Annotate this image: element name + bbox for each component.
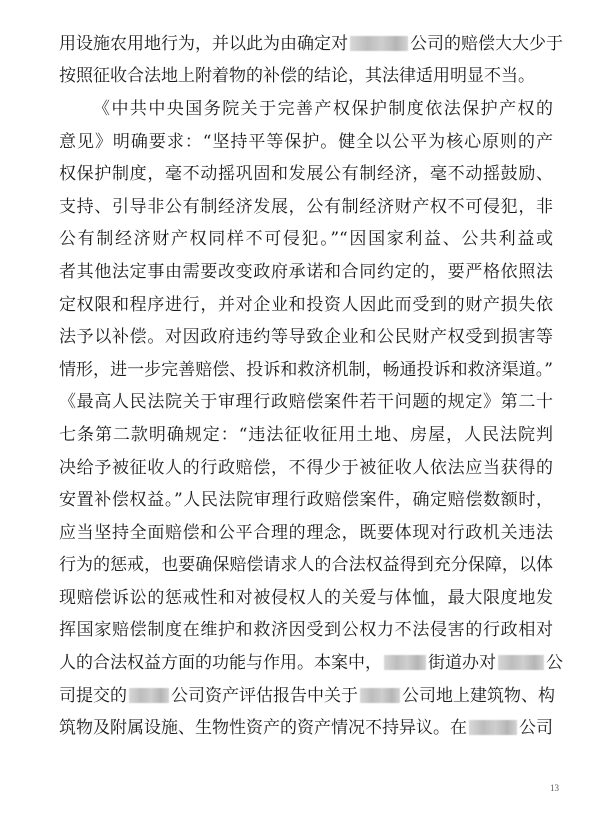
redaction-mark bbox=[469, 720, 517, 735]
text-line: 权保护制度，毫不动摇巩固和发展公有制经济，毫不动摇鼓励、 bbox=[59, 164, 553, 184]
text-line: 公有制经济财产权同样不可侵犯。”“因国家利益、公共利益或 bbox=[59, 229, 553, 249]
text-line: 决给予被征收人的行政赔偿，不得少于被征收人依法应当获得的 bbox=[59, 458, 553, 478]
text-line: 法予以补偿。对因政府违约等导致企业和公民财产权受到损害等 bbox=[59, 327, 553, 347]
text-line: 应当坚持全面赔偿和公平合理的理念，既要体现对行政机关违法 bbox=[59, 523, 553, 543]
text-line: 《中共中央国务院关于完善产权保护制度依法保护产权的 bbox=[93, 99, 553, 119]
text-line: 者其他法定事由需要改变政府承诺和合同约定的，要严格依照法 bbox=[59, 262, 553, 282]
text-line: 行为的惩戒，也要确保赔偿请求人的合法权益得到充分保障，以体 bbox=[59, 555, 553, 575]
text-line: 情形，进一步完善赔偿、投诉和救济机制，畅通投诉和救济渠道。” bbox=[59, 360, 553, 380]
redaction-mark bbox=[360, 688, 400, 703]
text-line: 七条第二款明确规定：“违法征收征用土地、房屋，人民法院判 bbox=[59, 425, 553, 445]
text-line: 筑物及附属设施、生物性资产的资产情况不持异议。在 公司 bbox=[59, 718, 553, 738]
page-number: 13 bbox=[550, 783, 559, 793]
redaction-mark bbox=[384, 655, 426, 670]
text-line: 按照征收合法地上附着物的补偿的结论，其法律适用明显不当。 bbox=[59, 66, 535, 86]
text-line: 司提交的 公司资产评估报告中关于 公司地上建筑物、构 bbox=[59, 686, 555, 706]
text-line: 现赔偿诉讼的惩戒性和对被侵权人的关爱与体恤，最大限度地发 bbox=[59, 588, 553, 608]
text-line: 意见》明确要求：“坚持平等保护。健全以公平为核心原则的产 bbox=[59, 132, 553, 152]
redaction-mark bbox=[350, 36, 408, 51]
text-line: 定权限和程序进行，并对企业和投资人因此而受到的财产损失依 bbox=[59, 295, 553, 315]
text-line: 挥国家赔偿制度在维护和救济因受到公权力不法侵害的行政相对 bbox=[59, 620, 553, 640]
text-line: 《最高人民法院关于审理行政赔偿案件若干问题的规定》第二十 bbox=[59, 392, 553, 412]
text-line: 支持、引导非公有制经济发展，公有制经济财产权不可侵犯，非 bbox=[59, 197, 553, 217]
text-line: 人的合法权益方面的功能与作用。本案中， 街道办对 公 bbox=[59, 653, 563, 673]
text-line: 安置补偿权益。”人民法院审理行政赔偿案件，确定赔偿数额时， bbox=[59, 490, 553, 510]
redaction-mark bbox=[129, 688, 169, 703]
redaction-mark bbox=[498, 655, 544, 670]
text-line: 用设施农用地行为，并以此为由确定对 公司的赔偿大大少于 bbox=[59, 34, 563, 54]
